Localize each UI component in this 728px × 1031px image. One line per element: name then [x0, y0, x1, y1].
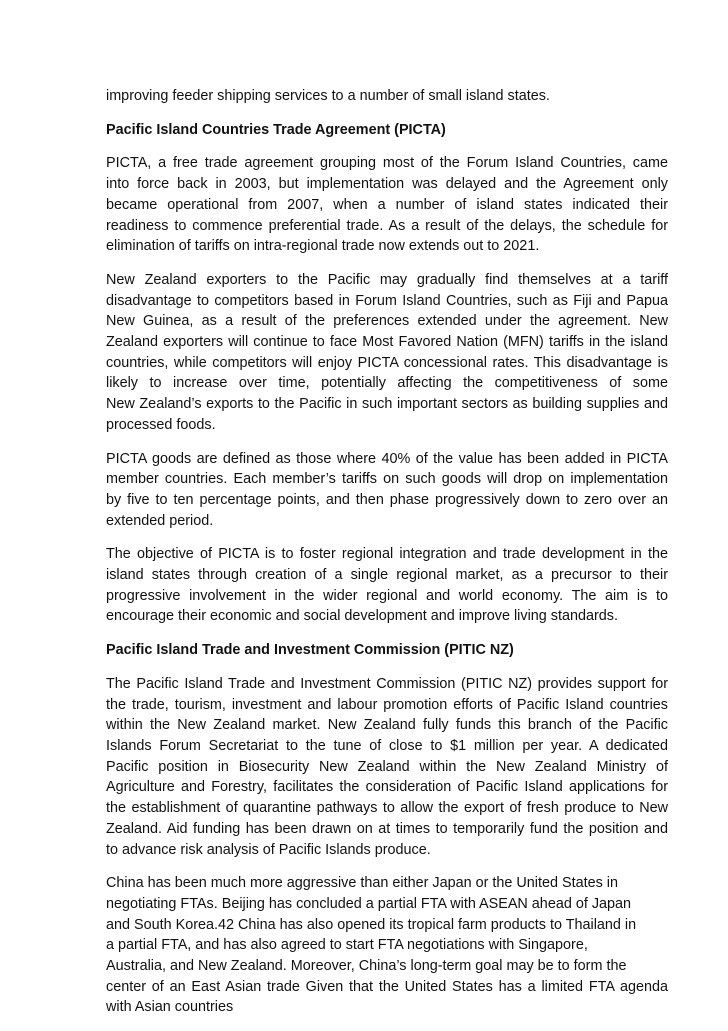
paragraph-nz-exporters	[106, 270, 668, 436]
text-line: The objective of PICTA is to foster regional integration and trade development in the	[106, 546, 668, 563]
text-line: countries, while competitors will enjoy PICTA concessional rates. This disadvantage is	[106, 354, 668, 371]
text-line: Agriculture and Forestry, facilitates the consideration of Pacific Island applications for	[106, 779, 668, 796]
paragraph-picta-goods	[106, 449, 668, 532]
text-line: and South Korea.42 China has also opened its tropical farm products to Thailand in	[106, 916, 637, 933]
paragraph-picta-intro	[106, 153, 668, 257]
text-line: The Pacific Island Trade and Investment Commission (PITIC NZ) provides support for	[106, 675, 668, 692]
text-line: New Zealand exporters to the Pacific may gradually find themselves at a tariff	[106, 271, 668, 288]
text-line: processed foods.	[106, 416, 216, 433]
text-line: center of an East Asian trade Given that the United States has a limited FTA agenda	[106, 978, 668, 995]
text-line: Pacific position in Biosecurity New Zealand within the New Zealand Ministry of	[106, 758, 668, 775]
paragraph-picta-objective	[106, 544, 668, 627]
text-line: Zealand exporters will continue to face Most Favored Nation (MFN) tariffs in the island	[106, 334, 668, 351]
text-line: improving feeder shipping services to a number of small island states.	[106, 88, 550, 104]
text-line: PICTA goods are defined as those where 40% of the value has been added in PICTA	[106, 450, 668, 467]
text-line: by five to ten percentage points, and then phase progressively down to zero over an	[106, 491, 668, 508]
text-line: member countries. Each member’s tariffs on such goods will drop on implementation	[106, 471, 668, 488]
text-line: island states through creation of a single regional market, as a precursor to their	[106, 567, 668, 584]
text-line: the establishment of quarantine pathways to allow the export of fresh produce to New	[106, 800, 668, 817]
document-page	[106, 86, 668, 1031]
intro-paragraph	[106, 86, 668, 107]
text-line: China has been much more aggressive than either Japan or the United States in	[106, 875, 618, 892]
text-line: extended period.	[106, 512, 214, 529]
text-line: negotiating FTAs. Beijing has concluded a partial FTA with ASEAN ahead of Japan	[106, 895, 632, 912]
text-line: Zealand. Aid funding has been drawn on at times to temporarily fund the position and	[106, 820, 668, 837]
text-line: encourage their economic and social development and improve living standards.	[106, 608, 618, 625]
text-line: likely to increase over time, potentially affecting the competitiveness of some	[106, 375, 668, 392]
paragraph-pitic-support	[106, 674, 668, 860]
text-line: became operational from 2007, when a number of island states indicated their	[106, 196, 668, 213]
section-heading-pitic: Pacific Island Trade and Investment Commission (PITIC NZ)	[106, 642, 514, 659]
text-line: to advance risk analysis of Pacific Islands produce.	[106, 841, 431, 858]
section-heading-picta: Pacific Island Countries Trade Agreement (PICTA)	[106, 121, 446, 138]
text-line: the trade, tourism, investment and labour promotion efforts of Pacific Island countries	[106, 696, 668, 713]
text-line: Australia, and New Zealand. Moreover, China’s long-term goal may be to form the	[106, 958, 627, 975]
text-line: with Asian countries	[106, 999, 234, 1016]
paragraph-china-ftas	[106, 873, 668, 1018]
text-line: disadvantage to competitors based in Forum Island Countries, such as Fiji and Papua	[106, 292, 668, 309]
text-line: within the New Zealand market. New Zealand fully funds this branch of the Pacific	[106, 717, 668, 734]
text-line: New Guinea, as a result of the preferences extended under the agreement. New	[106, 313, 668, 330]
text-line: elimination of tariffs on intra-regional trade now extends out to 2021.	[106, 238, 540, 255]
text-line: a partial FTA, and has also agreed to start FTA negotiations with Singapore,	[106, 937, 588, 954]
text-line: progressive involvement in the wider regional and world economy. The aim is to	[106, 587, 668, 604]
text-line: into force back in 2003, but implementation was delayed and the Agreement only	[106, 176, 668, 193]
text-line: readiness to commence preferential trade. As a result of the delays, the schedule for	[106, 217, 668, 234]
text-line: New Zealand’s exports to the Pacific in such important sectors as building supplies and	[106, 396, 668, 413]
text-line: PICTA, a free trade agreement grouping most of the Forum Island Countries, came	[106, 155, 668, 172]
text-line: Islands Forum Secretariat to the tune of close to $1 million per year. A dedicated	[106, 737, 668, 754]
